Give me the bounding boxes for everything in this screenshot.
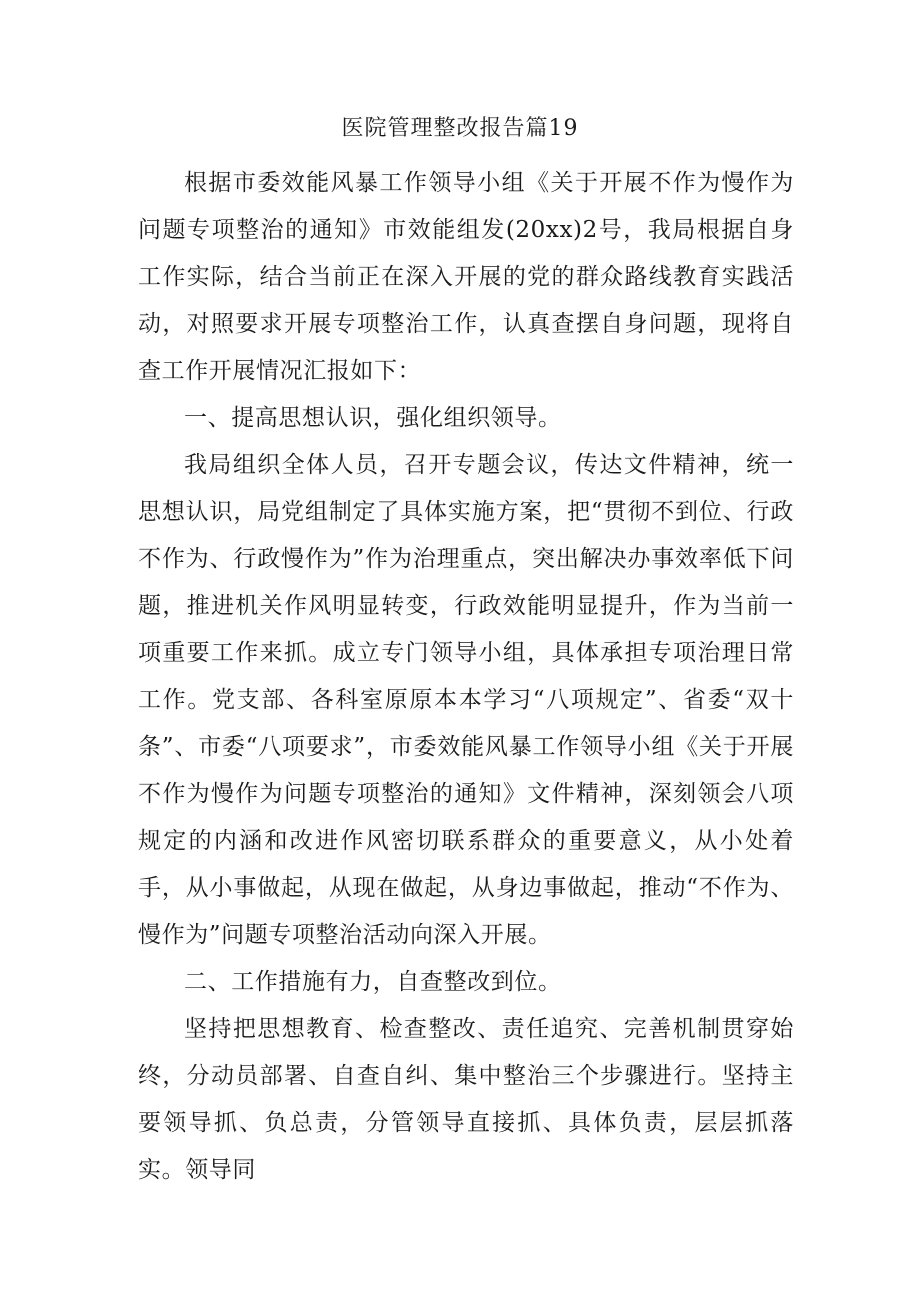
document-body bbox=[138, 160, 794, 1194]
section-heading-2: 二、工作措施有力，自查整改到位。 bbox=[184, 969, 562, 995]
paragraph-intro: 根据市委效能风暴工作领导小组《关于开展不作为慢作为问题专项整治的通知》市效能组发(20xx)2号，我局根据自身工作实际，结合当前正在深入开展的党的群众路线教育实践活动，对照要求开展专项整治工作，认真查摆自身问题，现将自查工作开展情况汇报如下： bbox=[138, 170, 794, 384]
paragraph-section-1: 我局组织全体人员，召开专题会议，传达文件精神，统一思想认识，局党组制定了具体实施方案，把“贯彻不到位、行政不作为、行政慢作为”作为治理重点，突出解决办事效率低下问题，推进机关作风明显转变，行政效能明显提升，作为当前一项重要工作来抓。成立专门领导小组，具体承担专项治理日常工作。党支部、各科室原原本本学习“八项规定”、省委“双十条”、市委“八项要求”，市委效能风暴工作领导小组《关于开展不作为慢作为问题专项整治的通知》文件精神，深刻领会八项规定的内涵和改进作风密切联系群众的重要意义，从小处着手，从小事做起，从现在做起，从身边事做起，推动“不作为、慢作为”问题专项整治活动向深入开展。 bbox=[138, 452, 794, 948]
paragraph-section-2: 坚持把思想教育、检查整改、责任追究、完善机制贯穿始终，分动员部署、自查自纠、集中整治三个步骤进行。坚持主要领导抓、负总责，分管领导直接抓、具体负责，层层抓落实。领导同 bbox=[138, 1016, 794, 1183]
section-heading-1: 一、提高思想认识，强化组织领导。 bbox=[184, 405, 562, 431]
document-title: 医院管理整改报告篇19 bbox=[341, 116, 579, 141]
